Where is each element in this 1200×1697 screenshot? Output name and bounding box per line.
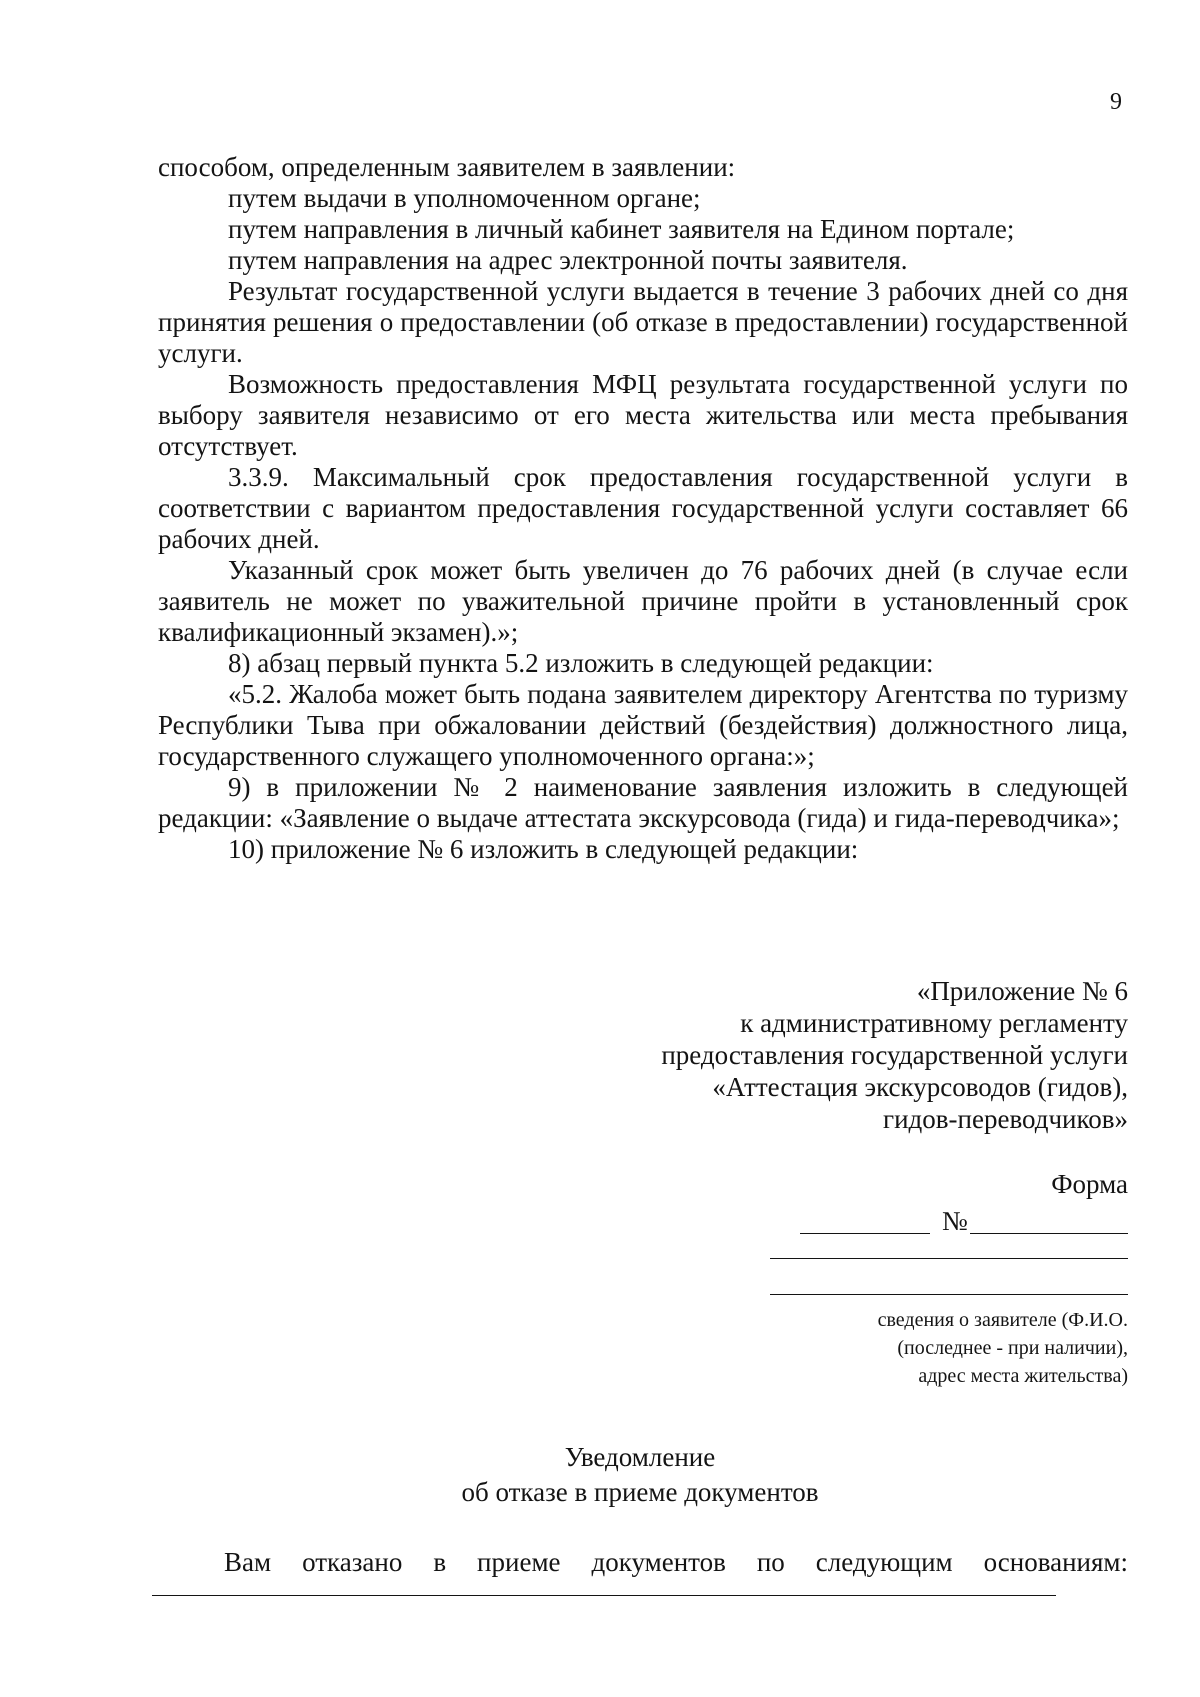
refusal-reason-line — [152, 1595, 1056, 1596]
paragraph: «5.2. Жалоба может быть подана заявителем директору Агентства по туризму Республики Тыва при обжаловании действий (бездействия) должностного лица, государственного служащего уполномоченного органа:»; — [158, 679, 1128, 771]
appendix-line: «Приложение № 6 — [916, 976, 1128, 1006]
applicant-blank-line-1 — [770, 1258, 1128, 1259]
paragraph: способом, определенным заявителем в заявлении: — [158, 152, 736, 182]
applicant-info-line: сведения о заявителе (Ф.И.О. — [877, 1309, 1128, 1331]
notice-title: Уведомление — [564, 1442, 716, 1472]
applicant-blank-line-2 — [770, 1294, 1128, 1295]
paragraph: Результат государственной услуги выдается в течение 3 рабочих дней со дня принятия решения о предоставлении (об отказе в предоставлении) государственной услуги. — [158, 276, 1128, 368]
appendix-line: «Аттестация экскурсоводов (гидов), — [712, 1072, 1128, 1102]
appendix-header — [488, 975, 1128, 1135]
appendix-line: к административному регламенту — [740, 1008, 1128, 1038]
appendix-line: гидов-переводчиков» — [883, 1104, 1128, 1134]
paragraph: путем выдачи в уполномоченном органе; — [228, 183, 701, 213]
refusal-statement: Вам отказано в приеме документов по следующим основаниям: — [224, 1547, 1128, 1577]
date-number-line — [800, 1206, 1128, 1236]
paragraph: 10) приложение № 6 изложить в следующей редакции: — [228, 834, 859, 864]
paragraph: Указанный срок может быть увеличен до 76 рабочих дней (в случае если заявитель не может по уважительной причине пройти в установленный срок квалификационный экзамен).»; — [158, 555, 1128, 647]
paragraph: путем направления в личный кабинет заявителя на Едином портале; — [228, 214, 1015, 244]
form-label: Форма — [1051, 1169, 1128, 1199]
document-body — [158, 152, 1128, 865]
applicant-info-line: (последнее - при наличии), — [897, 1337, 1128, 1359]
paragraph: путем направления на адрес электронной почты заявителя. — [228, 245, 908, 275]
date-blank — [800, 1233, 930, 1234]
appendix-line: предоставления государственной услуги — [661, 1040, 1128, 1070]
applicant-info-caption — [768, 1306, 1128, 1390]
page-number: 9 — [1110, 89, 1122, 115]
paragraph: Возможность предоставления МФЦ результата государственной услуги по выбору заявителя независимо от его места жительства или места пребывания отсутствует. — [158, 369, 1128, 461]
number-blank — [970, 1233, 1128, 1234]
paragraph: 3.3.9. Максимальный срок предоставления государственной услуги в соответствии с вариантом предоставления государственной услуги составляет 66 рабочих дней. — [158, 462, 1128, 554]
paragraph: 8) абзац первый пункта 5.2 изложить в следующей редакции: — [228, 648, 934, 678]
number-sign: № — [942, 1206, 968, 1236]
notice-subtitle: об отказе в приеме документов — [461, 1477, 819, 1507]
applicant-info-line: адрес места жительства) — [918, 1365, 1128, 1387]
paragraph: 9) в приложении № 2 наименование заявления изложить в следующей редакции: «Заявление о выдаче аттестата экскурсовода (гида) и гида-переводчика»; — [158, 772, 1128, 833]
